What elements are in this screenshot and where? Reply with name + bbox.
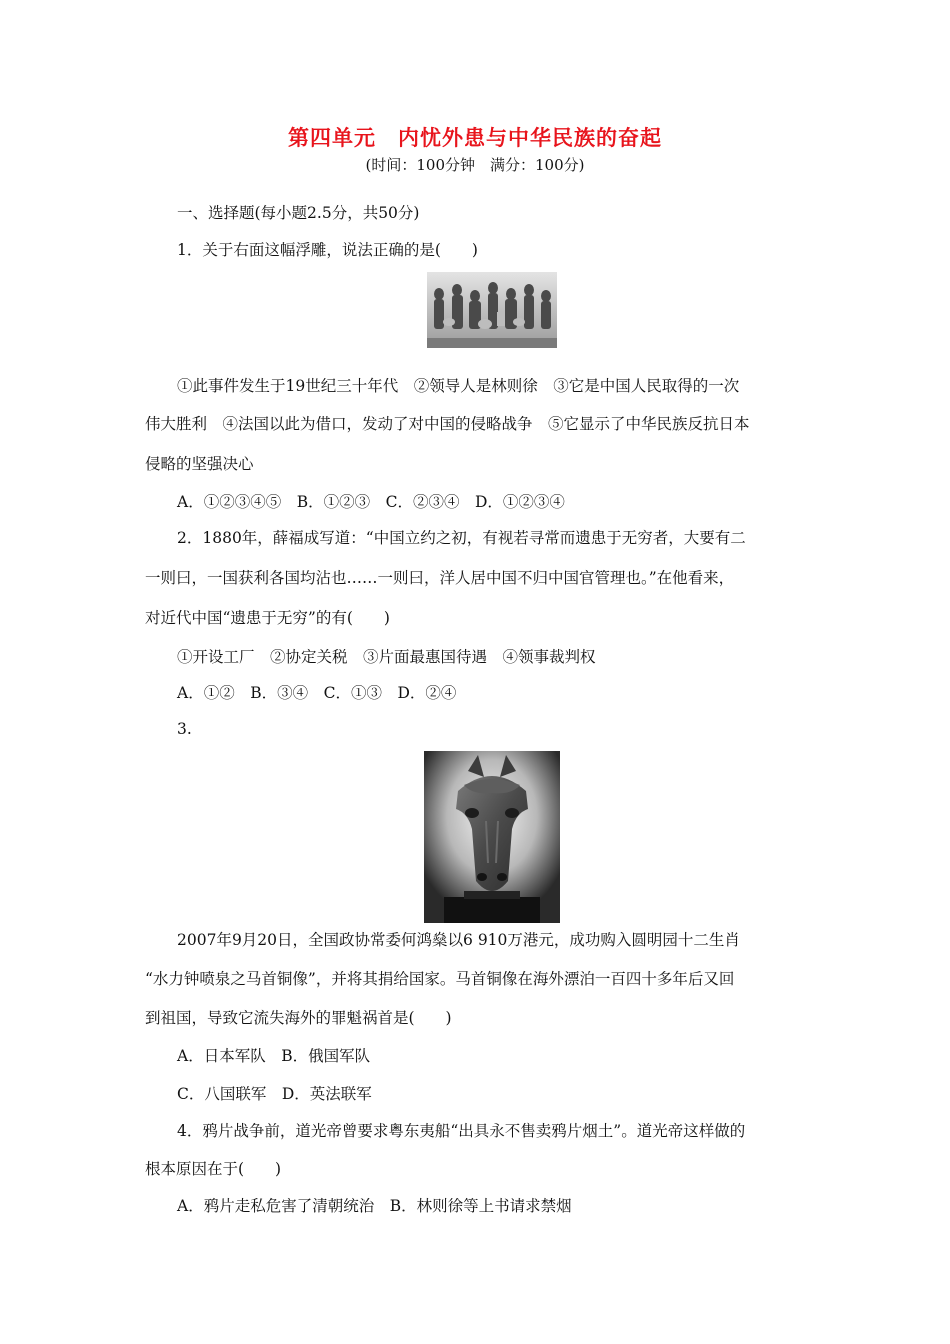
q3-text-line-2: “水力钟喷泉之马首铜像”，并将其捐给国家。马首铜像在海外漂泊一百四十多年后又回 <box>145 970 735 988</box>
q1-stem: 1．关于右面这幅浮雕，说法正确的是( ) <box>177 241 478 259</box>
q3-number: 3. <box>177 720 192 738</box>
q1-options: A．①②③④⑤ B．①②③ C．②③④ D．①②③④ <box>177 493 565 511</box>
q4-options-line-1: A．鸦片走私危害了清朝统治 B．林则徐等上书请求禁烟 <box>177 1197 572 1215</box>
q4-stem-line-1: 4．鸦片战争前，道光帝曾要求粤东夷船“出具永不售卖鸦片烟土”。道光帝这样做的 <box>177 1122 746 1140</box>
q1-text-line-3: 侵略的坚强决心 <box>145 455 254 473</box>
exam-info: (时间：100分钟 满分：100分) <box>365 156 585 174</box>
q4-stem-line-2: 根本原因在于( ) <box>145 1160 282 1178</box>
horse-head-bronze-image <box>424 751 560 923</box>
q1-text-line-2: 伟大胜利 ④法国以此为借口，发动了对中国的侵略战争 ⑤它显示了中华民族反抗日本 <box>145 415 750 433</box>
q2-stem-line-3: 对近代中国“遗患于无穷”的有( ) <box>145 609 390 627</box>
q2-stem-line-1: 2．1880年，薛福成写道：“中国立约之初，有视若寻常而遗患于无穷者，大要有二 <box>177 529 746 547</box>
relief-sculpture-image <box>427 272 557 348</box>
q2-stem-line-2: 一则曰，一国获利各国均沾也……一则曰，洋人居中国不归中国官管理也。”在他看来， <box>145 569 735 587</box>
q2-options: A．①② B．③④ C．①③ D．②④ <box>177 684 457 702</box>
q3-options-line-1: A．日本军队 B．俄国军队 <box>177 1047 371 1065</box>
section-heading: 一、选择题(每小题2.5分，共50分) <box>177 204 420 222</box>
q3-text-line-1: 2007年9月20日，全国政协常委何鸿燊以6 910万港元，成功购入圆明园十二生肖 <box>177 931 740 949</box>
q2-items: ①开设工厂 ②协定关税 ③片面最惠国待遇 ④领事裁判权 <box>177 648 596 666</box>
page-title: 第四单元 内忧外患与中华民族的奋起 <box>288 126 662 150</box>
q1-text-line-1: ①此事件发生于19世纪三十年代 ②领导人是林则徐 ③它是中国人民取得的一次 <box>177 377 740 395</box>
q3-options-line-2: C．八国联军 D．英法联军 <box>177 1085 372 1103</box>
q3-text-line-3: 到祖国，导致它流失海外的罪魁祸首是( ) <box>145 1009 452 1027</box>
